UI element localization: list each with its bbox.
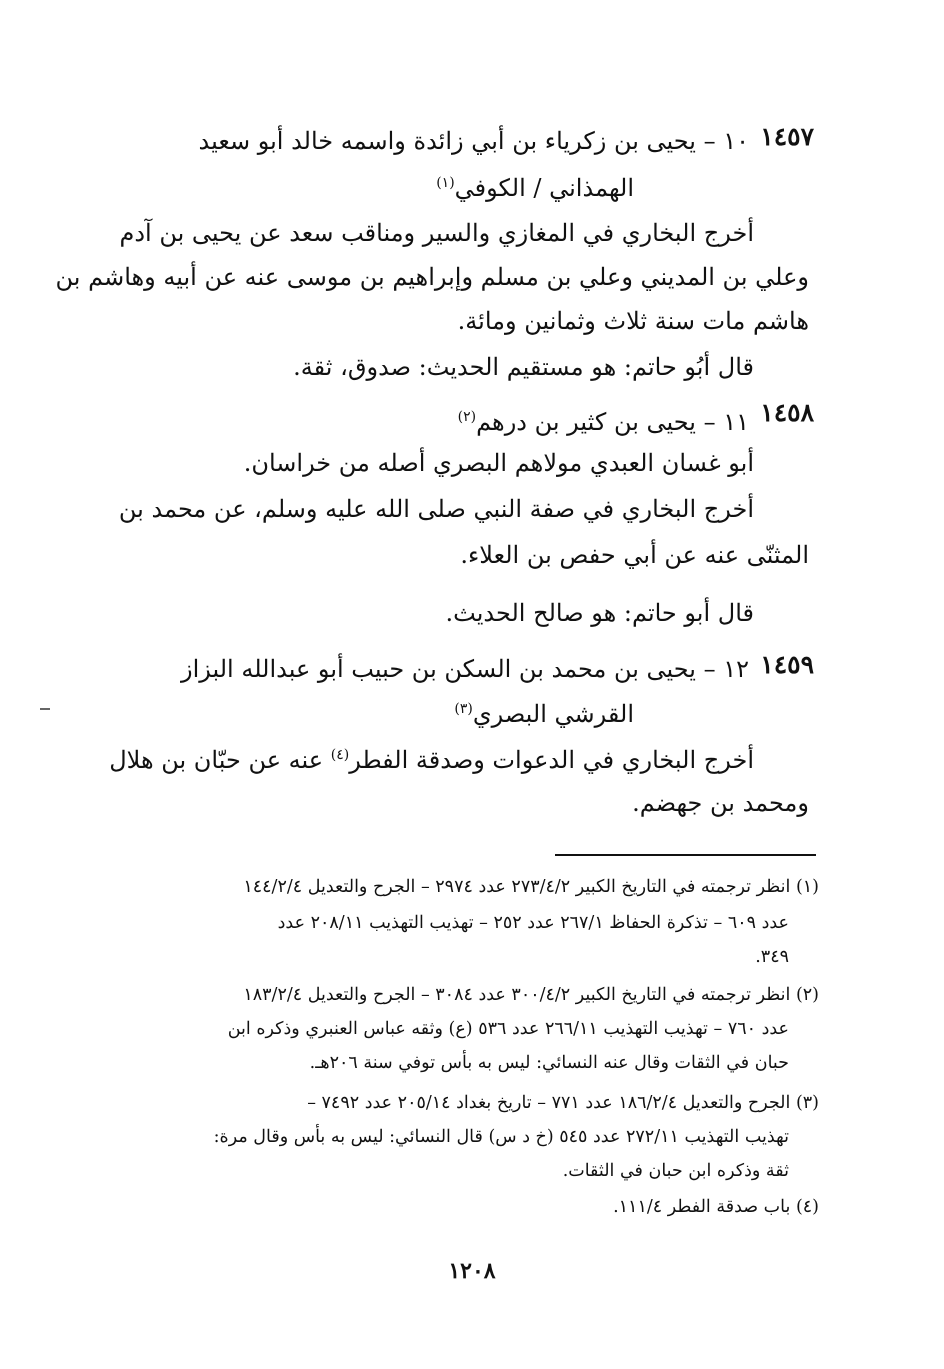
page-number: ١٢٠٨ [448,1258,496,1284]
scholar-saying: قال أبُو حاتم: هو مستقيم الحديث: صدوق، ثقة. [293,353,754,381]
footnote-line: ٣٤٩. [755,947,789,967]
footnote-ref[interactable]: (٢) [457,409,477,425]
entry-heading-line: ١١ – يحيى بن كثير بن درهم$^{(٢)}$ [457,408,749,436]
scan-mark [40,708,50,710]
footnote-ref[interactable]: (٤) [330,747,350,763]
body-line: أخرج البخاري في المغازي والسير ومناقب سعد عن يحيى بن آدم [119,219,754,247]
entry-heading-line: ١٠ – يحيى بن زكرياء بن أبي زائدة واسمه خالد أبو سعيد [198,127,749,155]
body-line: وعلي بن المديني وعلي بن مسلم وإبراهيم بن موسى عنه عن أبيه وهاشم بن [55,263,809,291]
footnote-line: تهذيب التهذيب ٢٧٢/١١ عدد ٥٤٥ (خ د س) قال النسائي: ليس به بأس وقال مرة: [213,1127,789,1147]
entry-number: ١٤٥٨ [760,398,814,427]
entry-heading-line: ١٢ – يحيى بن محمد بن السكن بن حبيب أبو عبدالله البزاز [180,655,749,683]
footnote: (٢) انظر ترجمته في التاريخ الكبير ٣٠٠/٤/٢ عدد ٣٠٨٤ – الجرح والتعديل ١٨٣/٢/٤ [243,985,819,1005]
footnote-line: ثقة وذكره ابن حبان في الثقات. [562,1161,789,1181]
footnote-ref[interactable]: (١) [436,175,455,191]
body-line: أخرج البخاري في الدعوات وصدقة الفطر$^{(٤)}$ عنه عن حبّان بن هلال [109,746,754,774]
footnote-line: عدد ٧٦٠ – تهذيب التهذيب ٢٦٦/١١ عدد ٥٣٦ (ع) وثقه عباس العنبري وذكره ابن [227,1019,789,1039]
body-line: أخرج البخاري في صفة النبي صلى الله عليه وسلم، عن محمد بن [118,495,754,523]
entry-heading-line: القرشي البصري$^{(٣)}$ [454,700,634,728]
body-line: أبو غسان العبدي مولاهم البصري أصله من خراسان. [243,449,754,477]
footnote-line: حبان في الثقات وقال عنه النسائي: ليس به بأس توفي سنة ٢٠٦هـ. [309,1053,789,1073]
footnote-marker: (٤) [795,1197,819,1217]
entry-heading-line: الهمذاني / الكوفي$^{(١)}$ [436,174,634,202]
entry-number: ١٤٥٧ [760,122,814,151]
footnote-ref[interactable]: (٣) [454,701,473,717]
body-line: ومحمد بن جهضم. [632,789,809,817]
body-line: هاشم مات سنة ثلاث وثمانين ومائة. [457,307,809,335]
footnote: (٣) الجرح والتعديل ١٨٦/٢/٤ عدد ٧٧١ – تاريخ بغداد ٢٠٥/١٤ عدد ٧٤٩٢ – [307,1093,819,1113]
body-line: المثنّى عنه عن أبي حفص بن العلاء. [460,541,809,569]
footnote-marker: (٢) [795,985,819,1005]
footnote-marker: (٣) [795,1093,819,1113]
footnote-marker: (١) [795,877,819,897]
footnote-divider [555,854,816,856]
entry-number: ١٤٥٩ [760,650,814,679]
scholar-saying: قال أبو حاتم: هو صالح الحديث. [445,599,754,627]
footnote-line: عدد ٦٠٩ – تذكرة الحفاظ ٢٦٧/١ عدد ٢٥٢ – تهذيب التهذيب ٢٠٨/١١ عدد [277,913,789,933]
footnote: (٤) باب صدقة الفطر ١١١/٤. [613,1197,819,1217]
footnote: (١) انظر ترجمته في التاريخ الكبير ٢٧٣/٤/٢ عدد ٢٩٧٤ – الجرح والتعديل ١٤٤/٢/٤ [243,877,819,897]
